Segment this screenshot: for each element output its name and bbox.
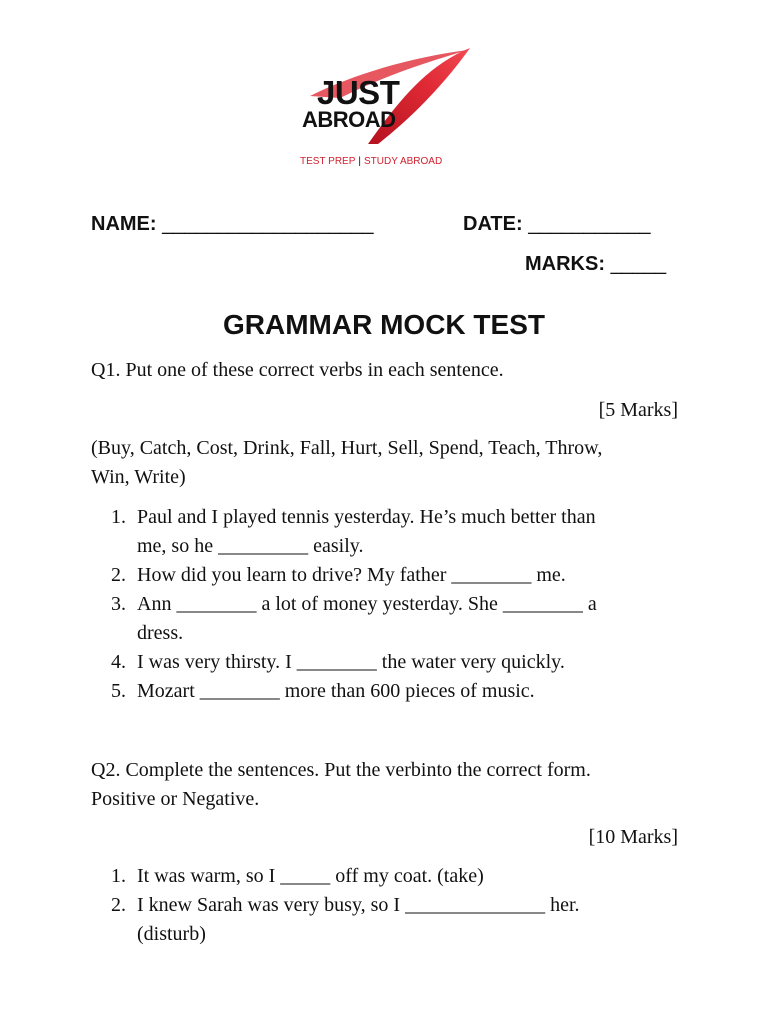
page-title: GRAMMAR MOCK TEST (223, 309, 545, 340)
item-text-line-1: It was warm, so I _____ off my coat. (take) (137, 865, 484, 887)
q1-prompt: Q1. Put one of these correct verbs in each sentence. (91, 359, 504, 381)
name-field (91, 212, 373, 236)
item-text-line-2: me, so he _________ easily. (137, 535, 364, 557)
marks-field (525, 252, 666, 276)
q1-item (111, 590, 691, 648)
name-blank: ___________________ (162, 213, 374, 235)
item-text-line-1: I knew Sarah was very busy, so I ______________ her. (137, 894, 580, 916)
q1-item (111, 648, 691, 677)
item-text-line-1: How did you learn to drive? My father ________ me. (137, 564, 566, 586)
date-field (463, 212, 651, 236)
item-number: 4. (111, 651, 126, 673)
q2-prompt-line-2: Positive or Negative. (91, 788, 260, 810)
q1-list (111, 503, 691, 706)
date-label: DATE: (463, 213, 523, 235)
q1-item (111, 677, 691, 706)
tagline-study-abroad: STUDY ABROAD (364, 156, 443, 167)
item-number: 1. (111, 865, 126, 887)
logo-tagline (300, 156, 442, 167)
marks-label: MARKS: (525, 253, 605, 275)
item-number: 5. (111, 680, 126, 702)
item-text-line-2: dress. (137, 622, 184, 644)
item-number: 1. (111, 506, 126, 528)
q1-word-bank (91, 434, 602, 492)
q2-item (111, 862, 691, 891)
tagline-separator: | (358, 156, 361, 167)
just-abroad-logo (300, 46, 475, 176)
q1-item (111, 561, 691, 590)
tagline-test-prep: TEST PREP (300, 156, 356, 167)
logo-abroad-text: ABROAD (302, 107, 396, 132)
q1-item (111, 503, 691, 561)
q2-prompt-line-1: Q2. Complete the sentences. Put the verbinto the correct form. (91, 759, 591, 781)
word-bank-line-1: (Buy, Catch, Cost, Drink, Fall, Hurt, Sell, Spend, Teach, Throw, (91, 437, 603, 459)
marks-blank: _____ (610, 253, 667, 275)
date-blank: ___________ (528, 213, 651, 235)
q2-prompt (91, 756, 591, 814)
logo-just-text: JUST (317, 74, 400, 111)
item-text-line-1: Paul and I played tennis yesterday. He’s much better than (137, 506, 596, 528)
item-text-line-2: (disturb) (137, 923, 206, 945)
q2-list (111, 862, 691, 949)
name-label: NAME: (91, 213, 157, 235)
q1-marks: [5 Marks] (598, 399, 678, 421)
q2-item (111, 891, 691, 949)
q2-marks: [10 Marks] (588, 826, 678, 848)
item-text-line-1: Mozart ________ more than 600 pieces of music. (137, 680, 535, 702)
word-bank-line-2: Win, Write) (91, 466, 186, 488)
item-text-line-1: Ann ________ a lot of money yesterday. She ________ a (137, 593, 597, 615)
item-number: 2. (111, 564, 126, 586)
item-number: 3. (111, 593, 126, 615)
item-text-line-1: I was very thirsty. I ________ the water very quickly. (137, 651, 565, 673)
item-number: 2. (111, 894, 126, 916)
